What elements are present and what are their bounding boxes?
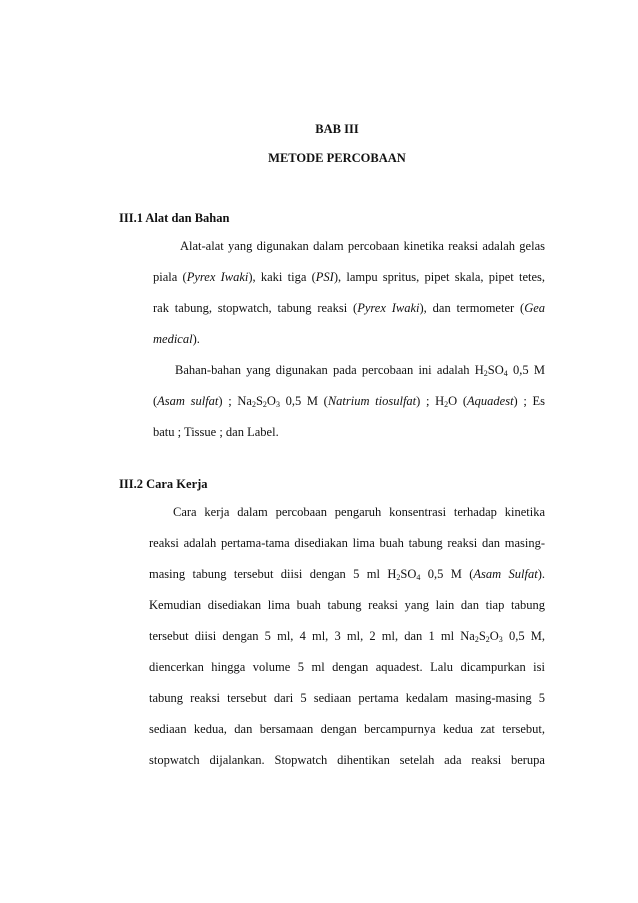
text-line: masing tabung tersebut diisi dengan 5 ml $H_2SO_4$ 0,5 M (Asam Sulfat). [149, 567, 546, 582]
text-line: rak tabung, stopwatch, tabung reaksi (Pyrex Iwaki), dan termometer (Gea [153, 301, 546, 315]
text-line: diencerkan hingga volume 5 ml dengan aquadest. Lalu dicampurkan isi [149, 660, 545, 674]
section-heading-alat-bahan: III.1 Alat dan Bahan [119, 211, 230, 225]
chapter-title: METODE PERCOBAAN [268, 151, 406, 165]
text-line: piala (Pyrex Iwaki), kaki tiga (PSI), lampu spritus, pipet skala, pipet tetes, [153, 270, 545, 284]
text-line: medical). [153, 332, 200, 346]
text-line: tabung reaksi tersebut dari 5 sediaan pertama kedalam masing-masing 5 [149, 691, 545, 705]
text-line: Bahan-bahan yang digunakan pada percobaan ini adalah $H_2SO_4$ 0,5 M [175, 363, 545, 378]
text-line: sediaan kedua, dan bersamaan dengan bercampurnya kedua zat tersebut, [149, 722, 545, 736]
text-line: Alat-alat yang digunakan dalam percobaan kinetika reaksi adalah gelas [180, 239, 545, 253]
chapter-number: BAB III [315, 122, 359, 136]
text-line: batu ; Tissue ; dan Label. [153, 425, 279, 439]
text-line: reaksi adalah pertama-tama disediakan lima buah tabung reaksi dan masing- [149, 536, 545, 550]
text-line: stopwatch dijalankan. Stopwatch dihentikan setelah ada reaksi berupa [149, 753, 545, 767]
text-line: Cara kerja dalam percobaan pengaruh konsentrasi terhadap kinetika [173, 505, 545, 519]
text-line: Kemudian disediakan lima buah tabung reaksi yang lain dan tiap tabung [149, 598, 545, 612]
text-line: (Asam sulfat) ; $Na_2S_2O_3$ 0,5 M (Natrium tiosulfat) ; $H_2O$ (Aquadest) ; Es [153, 394, 546, 409]
text-line: tersebut diisi dengan 5 ml, 4 ml, 3 ml, 2 ml, dan 1 ml $Na_2S_2O_3$ 0,5 M, [149, 629, 545, 644]
section-heading-cara-kerja: III.2 Cara Kerja [119, 477, 208, 491]
